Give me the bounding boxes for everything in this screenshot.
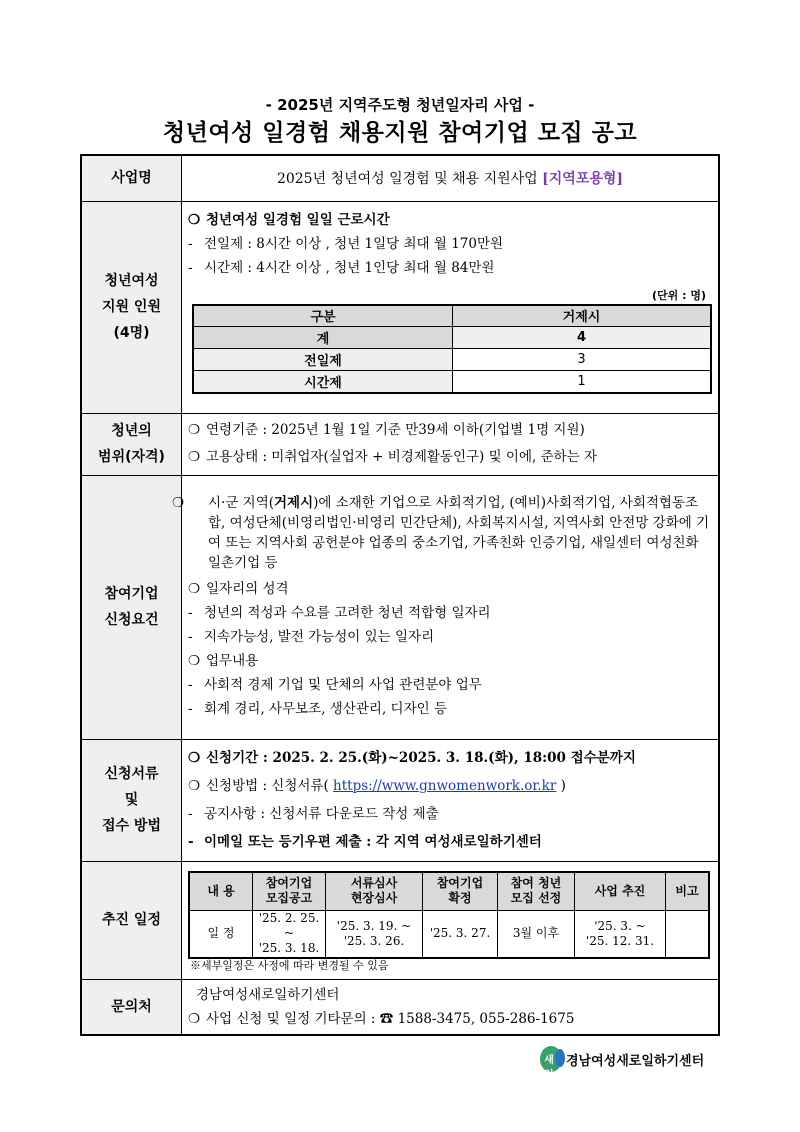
requirements-label: 참여기업 신청요건 <box>81 475 182 739</box>
application-notice: - 공지사항 : 신청서류 다운로드 작성 제출 <box>182 800 718 828</box>
support-label-line-2: 지원 인원 <box>102 299 161 315</box>
work-item-2: - 회계 경리, 사무보조, 생산관리, 디자인 등 <box>182 697 718 721</box>
support-label-line-3: (4명) <box>113 325 150 341</box>
support-line-fulltime: - 전일제 : 8시간 이상 , 청년 1일당 최대 월 170만원 <box>182 232 718 256</box>
business-type-tag: [지역포용형] <box>542 171 624 188</box>
personnel-col-category: 구분 <box>193 305 453 327</box>
schedule-header-row: 내 용 참여기업 모집공고 서류심사 현장심사 참여기업 확정 참여 청년 모집 선정 사업 추진 비고 <box>189 872 709 910</box>
personnel-row-total: 계 4 <box>193 327 711 349</box>
eligibility-content <box>182 413 720 475</box>
schedule-table <box>188 871 710 959</box>
support-label-line-1: 청년여성 <box>104 273 159 289</box>
personnel-header-row <box>193 305 711 327</box>
eligibility-label: 청년의 범위(자격) <box>81 413 182 475</box>
application-method: ❍ 신청방법 : 신청서류( https://www.gnwomenwork.or.kr ) <box>182 772 718 800</box>
bullet-circle-icon: ❍ <box>188 778 201 794</box>
personnel-table <box>192 304 712 394</box>
nature-item-1: - 청년의 적성과 수요를 고려한 청년 적합형 일자리 <box>182 601 718 625</box>
dash-icon: - <box>188 259 193 276</box>
personnel-col-region: 거제시 <box>453 305 712 327</box>
footer-logo <box>540 1044 705 1081</box>
support-heading: 청년여성 일경험 일일 근로시간 <box>206 211 390 228</box>
dash-icon: - <box>188 629 193 645</box>
support-content <box>182 201 720 413</box>
dash-icon: - <box>188 605 193 621</box>
dash-icon: - <box>188 834 194 850</box>
notice-title: 청년여성 일경험 채용지원 참여기업 모집 공고 <box>162 120 638 146</box>
business-content <box>182 155 720 201</box>
application-url-link[interactable]: https://www.gnwomenwork.or.kr <box>333 778 557 794</box>
dash-icon: - <box>188 235 193 252</box>
bullet-circle-icon: ❍ <box>172 495 185 511</box>
business-row <box>81 155 719 201</box>
schedule-footnote: ※세부일정은 사정에 따라 변경될 수 있음 <box>190 959 389 972</box>
application-submit: - 이메일 또는 등기우편 제출 : 각 지역 여성새로일하기센터 <box>182 828 718 856</box>
nature-item-2: - 지속가능성, 발전 가능성이 있는 일자리 <box>182 625 718 649</box>
personnel-row-fulltime: 전일제 3 <box>193 349 711 371</box>
bullet-circle-icon: ❍ <box>188 653 201 669</box>
bullet-circle-icon: ❍ <box>188 581 201 597</box>
business-name: 2025년 청년여성 일경험 및 채용 지원사업 <box>276 171 538 188</box>
bullet-circle-icon: ❍ <box>188 1010 201 1027</box>
support-line-parttime: - 시간제 : 4시간 이상 , 청년 1인당 최대 월 84만원 <box>182 256 718 280</box>
contact-inquiry: ❍ 사업 신청 및 일정 기타문의 : ☎ 1588-3475, 055-286-1675 <box>182 1007 718 1031</box>
eligibility-age: ❍ 연령기준 : 2025년 1월 1일 기준 만39세 이하(기업별 1명 지원) <box>182 417 718 444</box>
work-item-1: - 사회적 경제 기업 및 단체의 사업 관련분야 업무 <box>182 673 718 697</box>
requirements-row <box>81 475 719 739</box>
bullet-circle-icon: ❍ <box>188 422 201 438</box>
contact-content <box>182 979 720 1035</box>
contact-label: 문의처 <box>81 979 182 1035</box>
eligibility-employment: ❍ 고용상태 : 미취업자(실업자 + 비경제활동인구) 및 이에, 준하는 자 <box>182 444 718 471</box>
support-heading-line <box>182 208 718 232</box>
contact-center: 경남여성새로일하기센터 <box>196 986 340 1003</box>
support-row <box>81 201 719 413</box>
notice-table <box>80 154 720 1036</box>
contact-row <box>81 979 719 1035</box>
dash-icon: - <box>188 677 193 693</box>
saeil-logo-icon: 새일 <box>540 1046 562 1072</box>
bullet-circle-icon: ❍ <box>188 211 201 228</box>
business-label: 사업명 <box>81 155 182 201</box>
phone-icon: ☎ <box>379 1010 394 1027</box>
requirements-content <box>172 475 720 739</box>
dash-icon: - <box>188 701 193 717</box>
schedule-label: 추진 일정 <box>81 861 182 979</box>
schedule-row <box>81 861 719 979</box>
support-label <box>81 201 182 413</box>
eligibility-row <box>81 413 719 475</box>
bullet-circle-icon: ❍ <box>188 449 201 465</box>
footer-org-name: 경남여성새로일하기센터 <box>566 1053 705 1069</box>
notice-subtitle: - 2025년 지역주도형 청년일자리 사업 - <box>265 96 535 114</box>
application-content <box>182 739 720 861</box>
schedule-content <box>182 861 720 979</box>
unit-note: (단위 : 명) <box>652 288 706 302</box>
requirements-paragraph: ❍ 시·군 지역(거제시)에 소재한 기업으로 사회적기업, (예비)사회적기업, 사회적협동조합, 여성단체(비영리법인·비영리 민간단체), 사회복지시설, 지역사회 안전망 강화에 기여 또는 지역사회 공헌분야 업종의 중소기업, 가족친화 인증기업, 새일센터 여성친화 일촌기업 등 <box>172 495 710 571</box>
application-label: 신청서류 및 접수 방법 <box>81 739 182 861</box>
work-heading: ❍ 업무내용 <box>182 649 718 673</box>
nature-heading: ❍ 일자리의 성격 <box>182 577 718 601</box>
application-row <box>81 739 719 861</box>
bullet-circle-icon: ❍ <box>188 750 201 766</box>
schedule-data-row: 일 정 '25. 2. 25. ~ '25. 3. 18. '25. 3. 19. ~ '25. 3. 26. '25. 3. 27. 3월 이후 '25. 3. ~ '25. 12. 31. <box>189 910 709 958</box>
personnel-row-parttime: 시간제 1 <box>193 371 711 393</box>
application-period: ❍ 신청기간 : 2025. 2. 25.(화)~2025. 3. 18.(화), 18:00 접수분까지 <box>182 744 718 772</box>
dash-icon: - <box>188 806 193 822</box>
contact-phones: 1588-3475, 055-286-1675 <box>397 1010 575 1027</box>
